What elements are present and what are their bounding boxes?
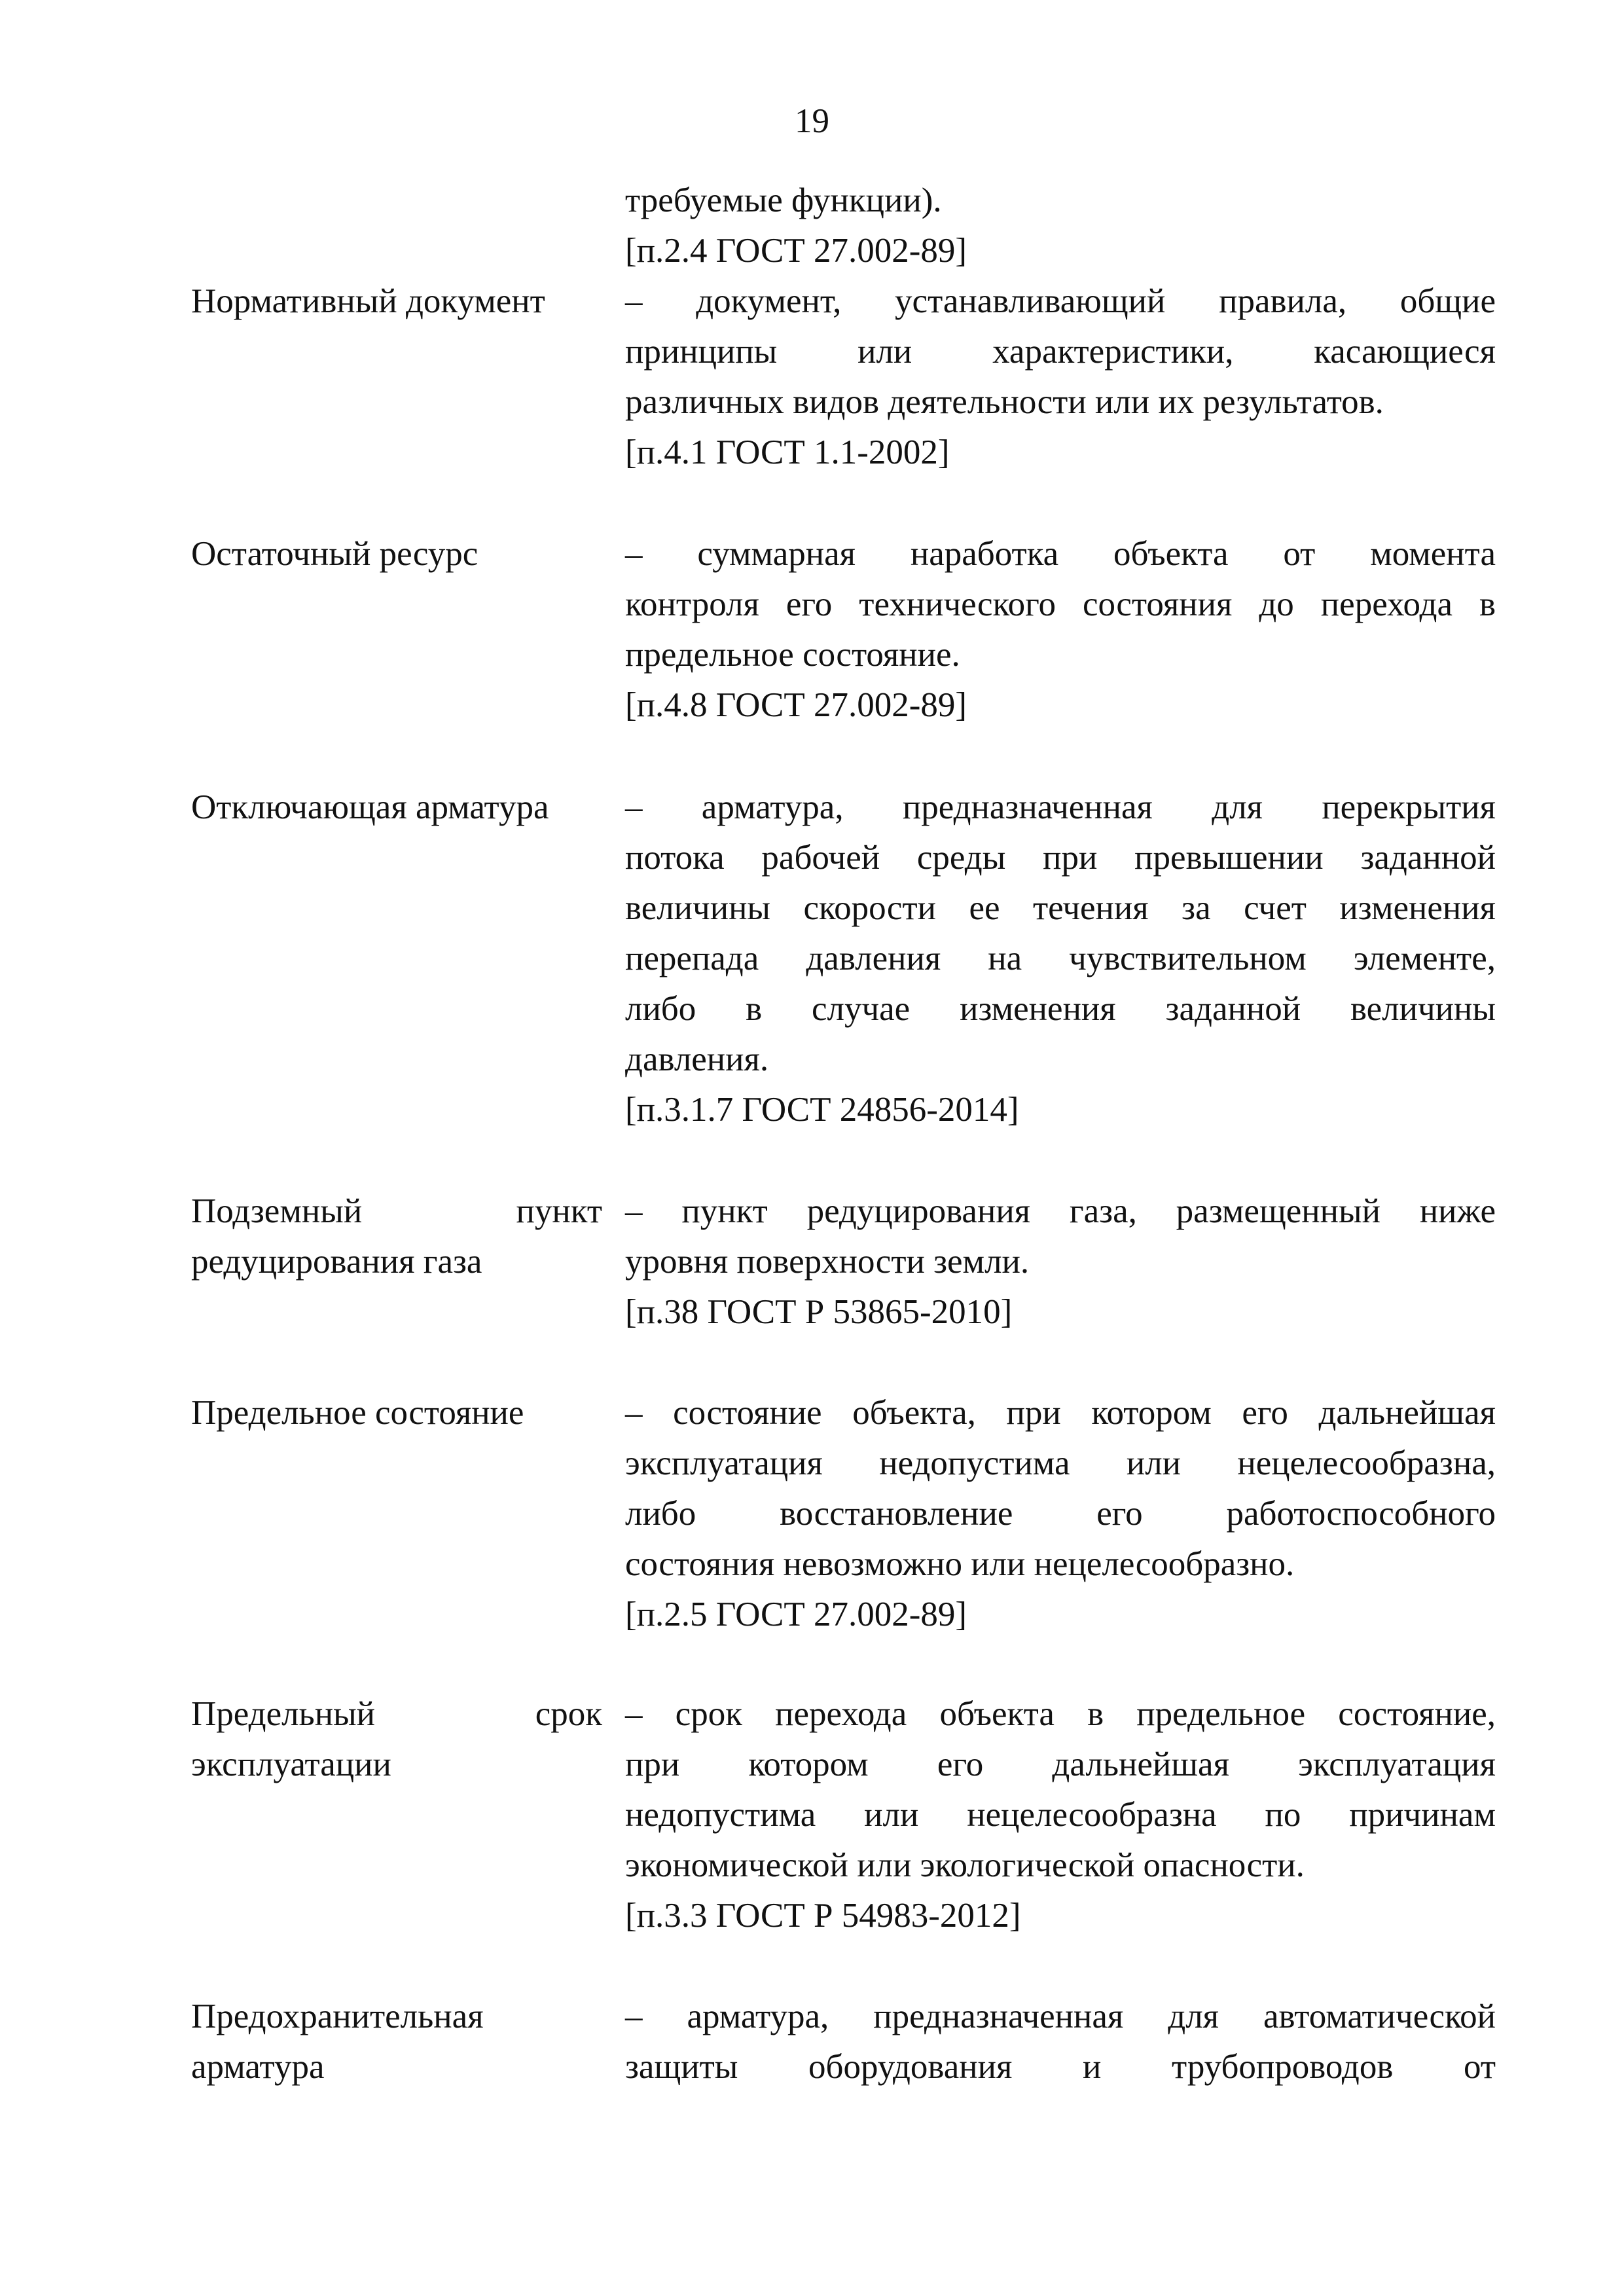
- gost-reference: [п.4.8 ГОСТ 27.002-89]: [625, 686, 967, 724]
- term-line: редуцирования газа: [191, 1243, 482, 1281]
- definition: [625, 782, 1496, 1135]
- gost-reference: [п.38 ГОСТ Р 53865-2010]: [625, 1293, 1013, 1331]
- term: [191, 1186, 602, 1287]
- definition: [625, 529, 1496, 731]
- term-line: эксплуатации: [191, 1745, 391, 1783]
- definition-line: недопустима или нецелесообразна по причинам: [625, 1796, 1496, 1834]
- definition-line: – состояние объекта, при котором его дальнейшая: [625, 1394, 1496, 1432]
- definition-line: либо восстановление его работоспособного: [625, 1495, 1496, 1533]
- gost-reference: [п.3.3 ГОСТ Р 54983-2012]: [625, 1897, 1021, 1935]
- definition-line: состояния невозможно или нецелесообразно.: [625, 1545, 1295, 1583]
- definition-line: либо в случае изменения заданной величины: [625, 990, 1496, 1028]
- definition: [625, 1992, 1496, 2092]
- definition-line: – арматура, предназначенная для перекрытия: [625, 788, 1496, 826]
- term: [191, 782, 602, 833]
- gost-reference: [п.2.4 ГОСТ 27.002-89]: [625, 232, 967, 270]
- definition-line: при котором его дальнейшая эксплуатация: [625, 1745, 1496, 1783]
- term-line: арматура: [191, 2048, 325, 2086]
- term: [191, 1992, 602, 2092]
- term-line: Предельное состояние: [191, 1394, 524, 1432]
- definition-line: требуемые функции).: [625, 181, 942, 219]
- definition-line: перепада давления на чувствительном элементе,: [625, 939, 1496, 977]
- definition-line: экономической или экологической опасности.: [625, 1846, 1305, 1884]
- definition-line: – срок перехода объекта в предельное состояние,: [625, 1695, 1496, 1733]
- definition-line: – арматура, предназначенная для автоматической: [625, 1997, 1496, 2035]
- definition-line: потока рабочей среды при превышении заданной: [625, 839, 1496, 877]
- definition-line: – документ, устанавливающий правила, общие: [625, 282, 1496, 320]
- definition-line: защиты оборудования и трубопроводов от: [625, 2048, 1496, 2086]
- term: [191, 529, 602, 579]
- definition-line: – пункт редуцирования газа, размещенный ниже: [625, 1192, 1496, 1230]
- definition-line: уровня поверхности земли.: [625, 1243, 1030, 1281]
- term-line: Предельный срок: [191, 1695, 602, 1733]
- gost-reference: [п.3.1.7 ГОСТ 24856-2014]: [625, 1091, 1019, 1129]
- definition-line: – суммарная наработка объекта от момента: [625, 535, 1496, 573]
- gost-reference: [п.2.5 ГОСТ 27.002-89]: [625, 1595, 967, 1633]
- term-line: Подземный пункт: [191, 1192, 602, 1230]
- continuation-definition: [625, 175, 1496, 276]
- definition-line: величины скорости ее течения за счет изменения: [625, 889, 1496, 927]
- term-line: Отключающая арматура: [191, 788, 549, 826]
- definition: [625, 1186, 1496, 1338]
- term-line: Остаточный ресурс: [191, 535, 478, 573]
- definition: [625, 1689, 1496, 1941]
- term: [191, 1388, 602, 1438]
- definition: [625, 276, 1496, 478]
- gost-reference: [п.4.1 ГОСТ 1.1-2002]: [625, 433, 950, 471]
- term-line: Нормативный документ: [191, 282, 545, 320]
- definition-line: принципы или характеристики, касающиеся: [625, 333, 1496, 371]
- definition-line: контроля его технического состояния до перехода в: [625, 585, 1496, 623]
- term-line: Предохранительная: [191, 1997, 484, 2035]
- definition-line: различных видов деятельности или их результатов.: [625, 383, 1384, 421]
- definition-line: предельное состояние.: [625, 636, 960, 674]
- page-number: 19: [795, 102, 829, 140]
- term: [191, 276, 602, 327]
- definition-line: эксплуатация недопустима или нецелесообразна,: [625, 1444, 1496, 1482]
- definition-line: давления.: [625, 1040, 769, 1078]
- definition: [625, 1388, 1496, 1640]
- term: [191, 1689, 602, 1790]
